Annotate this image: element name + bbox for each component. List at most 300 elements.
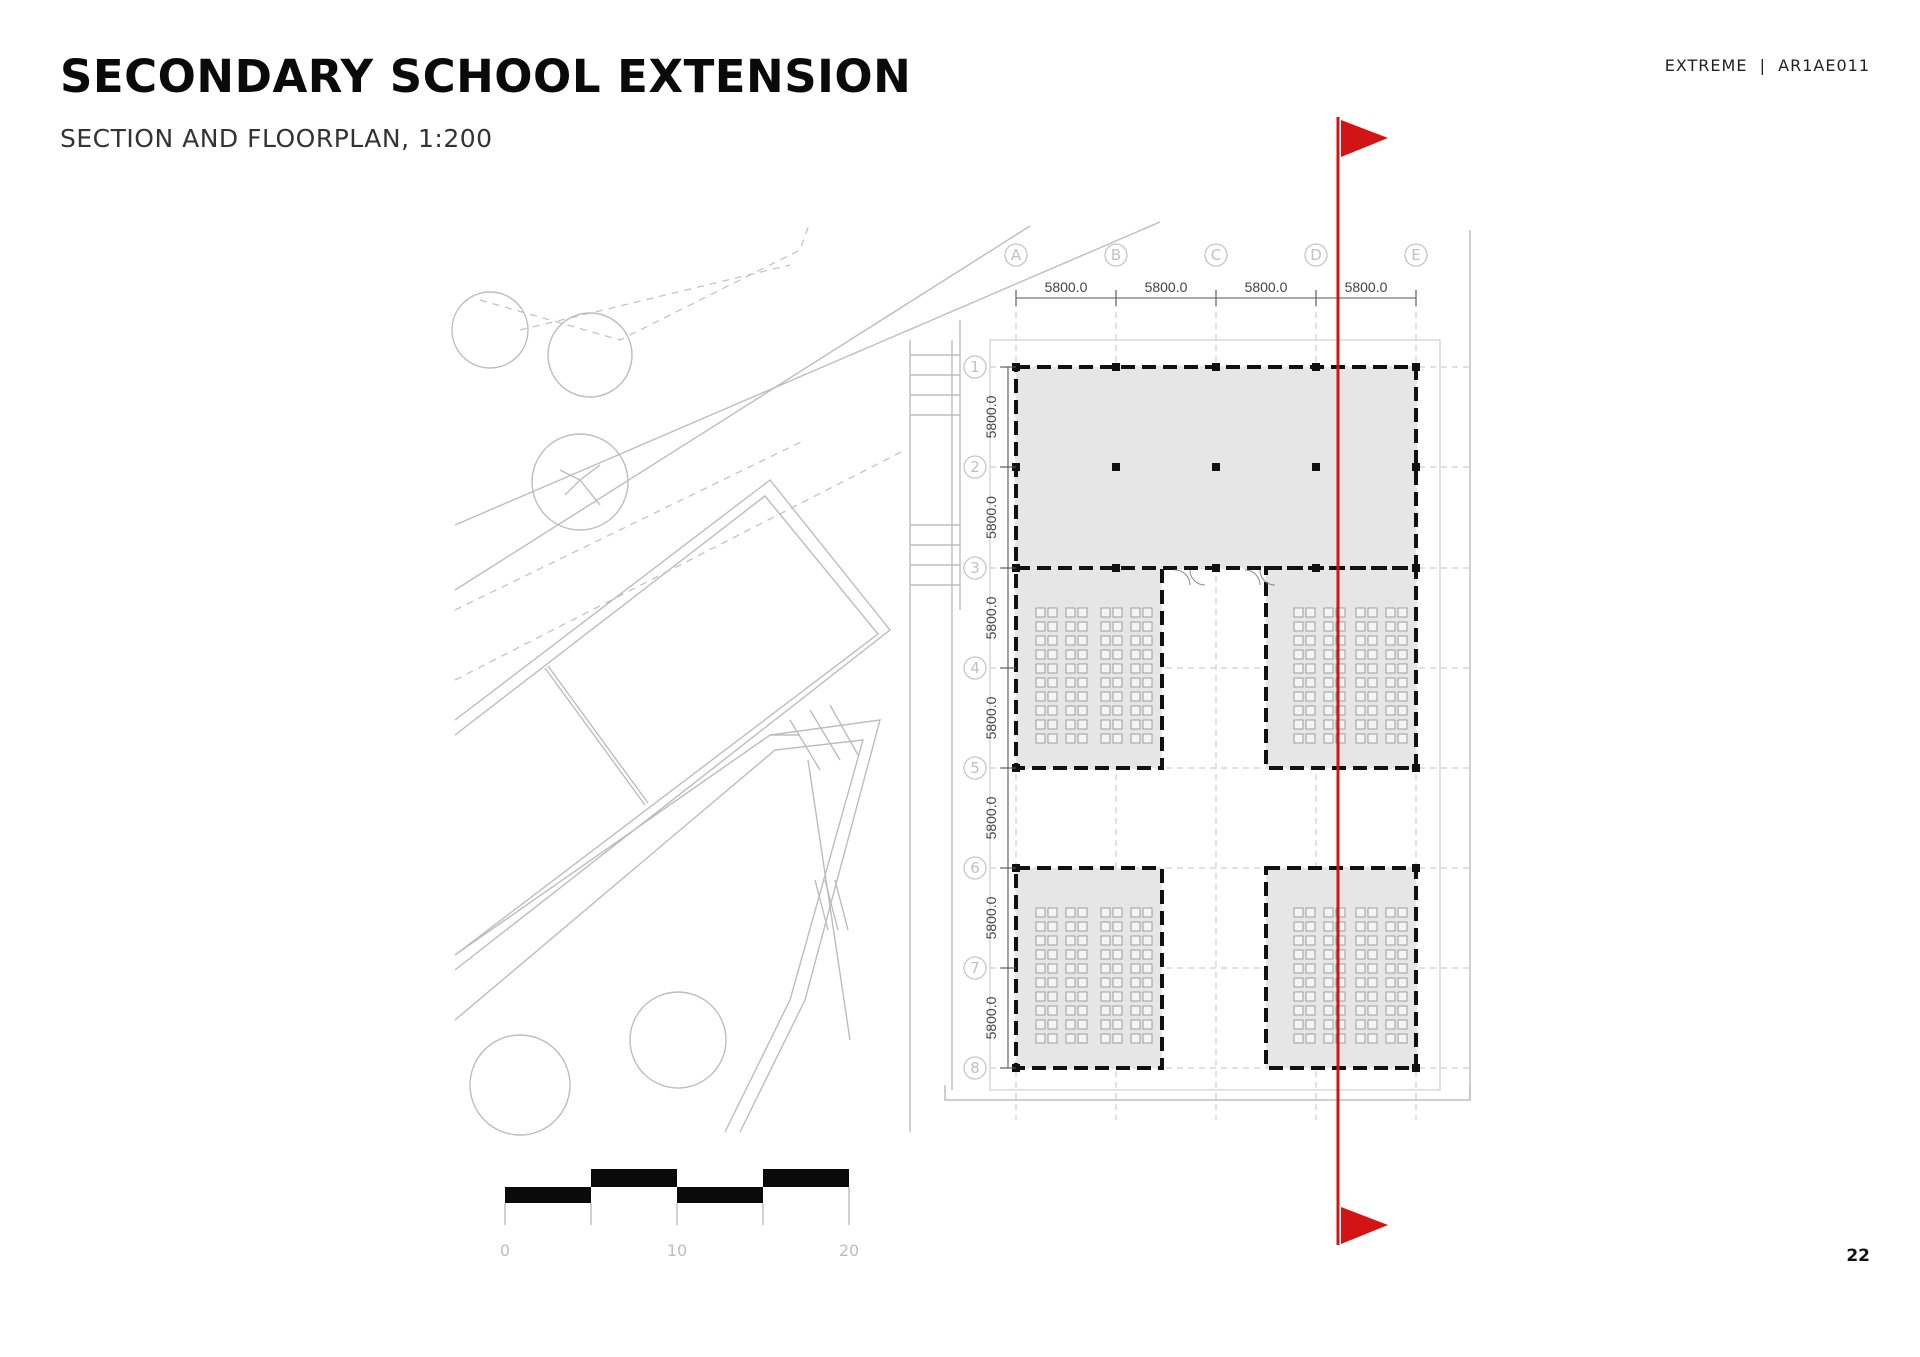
- scale-segment: [763, 1169, 849, 1187]
- desk: [1066, 964, 1075, 973]
- desk: [1294, 936, 1303, 945]
- desk: [1078, 1006, 1087, 1015]
- desk: [1101, 950, 1110, 959]
- scale-segment: [591, 1169, 677, 1187]
- desk: [1113, 950, 1122, 959]
- desk: [1078, 1034, 1087, 1043]
- desk: [1143, 1034, 1152, 1043]
- desk: [1294, 622, 1303, 631]
- desk: [1398, 908, 1407, 917]
- desk: [1386, 692, 1395, 701]
- desk: [1143, 992, 1152, 1001]
- desk: [1131, 964, 1140, 973]
- desk: [1078, 992, 1087, 1001]
- desk: [1356, 1020, 1365, 1029]
- desk: [1066, 678, 1075, 687]
- desk: [1048, 678, 1057, 687]
- row-spacing-label: 5800.0: [983, 496, 999, 539]
- grid-label-e: E: [1411, 246, 1421, 264]
- desk: [1368, 908, 1377, 917]
- desk: [1131, 922, 1140, 931]
- column: [1112, 564, 1120, 572]
- desk: [1306, 950, 1315, 959]
- desk: [1048, 622, 1057, 631]
- desk: [1324, 992, 1333, 1001]
- desk: [1294, 650, 1303, 659]
- desk: [1324, 936, 1333, 945]
- desk: [1368, 950, 1377, 959]
- desk: [1398, 978, 1407, 987]
- desk: [1066, 734, 1075, 743]
- grid-label-6: 6: [970, 859, 980, 877]
- desk: [1078, 964, 1087, 973]
- desk: [1143, 664, 1152, 673]
- desk: [1386, 664, 1395, 673]
- desk: [1368, 964, 1377, 973]
- desk: [1113, 636, 1122, 645]
- desk: [1131, 1006, 1140, 1015]
- desk: [1324, 908, 1333, 917]
- desk: [1306, 636, 1315, 645]
- desk: [1398, 1034, 1407, 1043]
- desk: [1078, 650, 1087, 659]
- desk: [1294, 1006, 1303, 1015]
- grid-label-b: B: [1110, 246, 1122, 264]
- desk: [1368, 636, 1377, 645]
- desk: [1143, 922, 1152, 931]
- desk: [1036, 936, 1045, 945]
- desk: [1078, 1020, 1087, 1029]
- scale-segment: [677, 1187, 763, 1203]
- desk: [1324, 678, 1333, 687]
- desk: [1356, 978, 1365, 987]
- desk: [1324, 1034, 1333, 1043]
- grid-label-2: 2: [970, 458, 980, 476]
- column-spacing-label: 5800.0: [1344, 279, 1388, 295]
- desk: [1131, 678, 1140, 687]
- grid-label-5: 5: [970, 759, 980, 777]
- desk: [1398, 936, 1407, 945]
- desk: [1398, 608, 1407, 617]
- desk: [1294, 992, 1303, 1001]
- desk: [1324, 706, 1333, 715]
- desk: [1036, 1034, 1045, 1043]
- desk: [1101, 964, 1110, 973]
- desk: [1386, 978, 1395, 987]
- desk: [1131, 622, 1140, 631]
- desk: [1368, 650, 1377, 659]
- desk: [1048, 922, 1057, 931]
- desk: [1356, 936, 1365, 945]
- desk: [1294, 678, 1303, 687]
- desk: [1356, 1006, 1365, 1015]
- desk: [1386, 950, 1395, 959]
- page-number: 22: [1846, 1246, 1870, 1266]
- desk: [1368, 734, 1377, 743]
- desk: [1386, 992, 1395, 1001]
- desk: [1368, 720, 1377, 729]
- desk: [1078, 608, 1087, 617]
- desk: [1386, 936, 1395, 945]
- column: [1412, 864, 1420, 872]
- row-spacing-label: 5800.0: [983, 896, 999, 940]
- desk: [1306, 692, 1315, 701]
- desk: [1101, 1006, 1110, 1015]
- desk: [1143, 720, 1152, 729]
- desk: [1143, 908, 1152, 917]
- desk: [1131, 636, 1140, 645]
- desk: [1324, 650, 1333, 659]
- desk: [1036, 922, 1045, 931]
- row-spacing-label: 5800.0: [983, 596, 999, 640]
- desk: [1324, 978, 1333, 987]
- desk: [1398, 950, 1407, 959]
- desk: [1386, 608, 1395, 617]
- desk: [1324, 692, 1333, 701]
- grid-label-8: 8: [970, 1059, 980, 1077]
- desk: [1066, 692, 1075, 701]
- desk: [1078, 678, 1087, 687]
- desk: [1101, 992, 1110, 1001]
- desk: [1113, 936, 1122, 945]
- desk: [1356, 922, 1365, 931]
- desk: [1398, 636, 1407, 645]
- desk: [1143, 1020, 1152, 1029]
- desk: [1113, 1034, 1122, 1043]
- desk: [1036, 734, 1045, 743]
- desk: [1398, 1006, 1407, 1015]
- desk: [1356, 692, 1365, 701]
- desk: [1066, 992, 1075, 1001]
- desk: [1398, 1020, 1407, 1029]
- desk: [1324, 608, 1333, 617]
- desk: [1324, 1006, 1333, 1015]
- desk: [1398, 720, 1407, 729]
- desk: [1113, 720, 1122, 729]
- desk: [1356, 734, 1365, 743]
- desk: [1131, 908, 1140, 917]
- desk: [1101, 622, 1110, 631]
- desk: [1048, 706, 1057, 715]
- grid-label-a: A: [1010, 246, 1022, 264]
- column: [1412, 564, 1420, 572]
- desk: [1143, 706, 1152, 715]
- desk: [1066, 706, 1075, 715]
- desk: [1386, 720, 1395, 729]
- desk: [1324, 664, 1333, 673]
- desk: [1386, 734, 1395, 743]
- desk: [1131, 1034, 1140, 1043]
- desk: [1324, 734, 1333, 743]
- desk: [1386, 650, 1395, 659]
- grid-label-7: 7: [970, 959, 980, 977]
- desk: [1066, 636, 1075, 645]
- column: [1412, 463, 1420, 471]
- desk: [1306, 1020, 1315, 1029]
- desk: [1143, 622, 1152, 631]
- desk: [1113, 908, 1122, 917]
- desk: [1368, 978, 1377, 987]
- grid-label-4: 4: [970, 659, 980, 677]
- desk: [1131, 992, 1140, 1001]
- desk: [1398, 922, 1407, 931]
- desk: [1066, 1006, 1075, 1015]
- desk: [1143, 964, 1152, 973]
- desk: [1143, 608, 1152, 617]
- column: [1312, 363, 1320, 371]
- desk: [1078, 936, 1087, 945]
- desk: [1306, 1006, 1315, 1015]
- desk: [1048, 978, 1057, 987]
- desk: [1036, 978, 1045, 987]
- desk: [1398, 622, 1407, 631]
- desk: [1048, 608, 1057, 617]
- desk: [1368, 678, 1377, 687]
- desk: [1386, 706, 1395, 715]
- desk: [1356, 1034, 1365, 1043]
- desk: [1101, 1020, 1110, 1029]
- column: [1112, 363, 1120, 371]
- desk: [1306, 936, 1315, 945]
- row-spacing-label: 5800.0: [983, 796, 999, 840]
- door-swing: [1175, 570, 1275, 585]
- desk: [1101, 650, 1110, 659]
- desk: [1113, 978, 1122, 987]
- grid-label-1: 1: [970, 358, 980, 376]
- desk: [1306, 622, 1315, 631]
- column: [1412, 363, 1420, 371]
- desk: [1324, 622, 1333, 631]
- scale-segment: [505, 1187, 591, 1203]
- scale-label-10: 10: [666, 1241, 688, 1260]
- desk: [1131, 1020, 1140, 1029]
- desk: [1143, 650, 1152, 659]
- desk: [1398, 678, 1407, 687]
- desk: [1036, 650, 1045, 659]
- desk: [1036, 692, 1045, 701]
- desk: [1113, 734, 1122, 743]
- desk: [1356, 664, 1365, 673]
- desk: [1113, 922, 1122, 931]
- desk: [1048, 964, 1057, 973]
- column-spacing-label: 5800.0: [1144, 279, 1188, 295]
- desk: [1143, 734, 1152, 743]
- desk: [1036, 992, 1045, 1001]
- desk: [1306, 706, 1315, 715]
- desk: [1078, 950, 1087, 959]
- desk: [1306, 992, 1315, 1001]
- desk: [1368, 1020, 1377, 1029]
- desk: [1294, 964, 1303, 973]
- desk: [1078, 692, 1087, 701]
- scale-label-20: 20: [838, 1241, 860, 1260]
- desk: [1368, 706, 1377, 715]
- desk: [1294, 1034, 1303, 1043]
- desk: [1036, 1006, 1045, 1015]
- desk: [1306, 1034, 1315, 1043]
- desk: [1398, 964, 1407, 973]
- desk: [1048, 936, 1057, 945]
- desk: [1143, 1006, 1152, 1015]
- desk: [1294, 720, 1303, 729]
- desk: [1368, 992, 1377, 1001]
- desk: [1113, 608, 1122, 617]
- desk: [1066, 936, 1075, 945]
- desk: [1066, 650, 1075, 659]
- desk: [1066, 950, 1075, 959]
- desk: [1101, 922, 1110, 931]
- desk: [1078, 978, 1087, 987]
- desk: [1356, 650, 1365, 659]
- desk: [1324, 636, 1333, 645]
- column-spacing-label: 5800.0: [1044, 279, 1088, 295]
- desk: [1101, 908, 1110, 917]
- desk: [1131, 608, 1140, 617]
- desk: [1113, 692, 1122, 701]
- desk: [1398, 734, 1407, 743]
- column: [1212, 463, 1220, 471]
- course-code: AR1AE011: [1778, 56, 1870, 75]
- desk: [1048, 650, 1057, 659]
- desk: [1036, 964, 1045, 973]
- column: [1412, 764, 1420, 772]
- desk: [1036, 706, 1045, 715]
- desk: [1324, 922, 1333, 931]
- desk: [1048, 1006, 1057, 1015]
- desk: [1131, 650, 1140, 659]
- desk: [1368, 922, 1377, 931]
- desk: [1143, 936, 1152, 945]
- desk: [1101, 978, 1110, 987]
- desk: [1131, 664, 1140, 673]
- desk: [1356, 678, 1365, 687]
- desk: [1143, 950, 1152, 959]
- desk: [1066, 720, 1075, 729]
- desk: [1356, 950, 1365, 959]
- column: [1112, 463, 1120, 471]
- desk: [1066, 908, 1075, 917]
- desk: [1306, 678, 1315, 687]
- grid-label-3: 3: [970, 559, 980, 577]
- row-spacing-label: 5800.0: [983, 996, 999, 1040]
- column-spacing-label: 5800.0: [1244, 279, 1288, 295]
- desk: [1356, 720, 1365, 729]
- desk: [1386, 1006, 1395, 1015]
- desk: [1036, 608, 1045, 617]
- desk: [1101, 720, 1110, 729]
- desk: [1398, 706, 1407, 715]
- desk: [1101, 636, 1110, 645]
- desk: [1294, 922, 1303, 931]
- desk: [1113, 1006, 1122, 1015]
- desk: [1294, 608, 1303, 617]
- section-flag-bottom: [1341, 1207, 1388, 1244]
- desk: [1386, 622, 1395, 631]
- desk: [1048, 992, 1057, 1001]
- desk: [1324, 720, 1333, 729]
- desk: [1078, 734, 1087, 743]
- desk: [1306, 978, 1315, 987]
- desk: [1324, 964, 1333, 973]
- desk: [1386, 678, 1395, 687]
- desk: [1101, 608, 1110, 617]
- desk: [1131, 720, 1140, 729]
- desk: [1368, 936, 1377, 945]
- desk: [1131, 936, 1140, 945]
- desk: [1048, 908, 1057, 917]
- desk: [1386, 1020, 1395, 1029]
- desk: [1356, 706, 1365, 715]
- desk: [1306, 964, 1315, 973]
- desk: [1048, 692, 1057, 701]
- column: [1412, 1064, 1420, 1072]
- desk: [1048, 720, 1057, 729]
- desk: [1368, 622, 1377, 631]
- desk: [1294, 1020, 1303, 1029]
- floor-plan: [964, 244, 1470, 1120]
- desk: [1131, 978, 1140, 987]
- desk: [1078, 622, 1087, 631]
- desk: [1101, 678, 1110, 687]
- desk: [1143, 978, 1152, 987]
- desk: [1398, 992, 1407, 1001]
- desk: [1048, 1020, 1057, 1029]
- desk: [1101, 936, 1110, 945]
- desk: [1113, 706, 1122, 715]
- desk: [1368, 608, 1377, 617]
- row-spacing-label: 5800.0: [983, 696, 999, 740]
- desk: [1324, 1020, 1333, 1029]
- desk: [1143, 636, 1152, 645]
- desk: [1036, 908, 1045, 917]
- desk: [1324, 950, 1333, 959]
- scale-label-0: 0: [499, 1241, 511, 1260]
- section-flag-top: [1341, 120, 1388, 157]
- desk: [1368, 1034, 1377, 1043]
- desk: [1078, 720, 1087, 729]
- desk: [1386, 922, 1395, 931]
- desk: [1294, 734, 1303, 743]
- desk: [1048, 664, 1057, 673]
- desk: [1066, 622, 1075, 631]
- desk: [1306, 608, 1315, 617]
- desk: [1101, 692, 1110, 701]
- column: [1212, 564, 1220, 572]
- desk: [1306, 922, 1315, 931]
- desk: [1294, 978, 1303, 987]
- desk: [1306, 664, 1315, 673]
- desk: [1036, 720, 1045, 729]
- desk: [1078, 664, 1087, 673]
- desk: [1113, 664, 1122, 673]
- column: [1312, 463, 1320, 471]
- desk: [1048, 636, 1057, 645]
- desk: [1078, 636, 1087, 645]
- project-name: EXTREME: [1664, 56, 1748, 75]
- desk: [1036, 950, 1045, 959]
- desk: [1101, 664, 1110, 673]
- desk: [1294, 636, 1303, 645]
- desk: [1113, 1020, 1122, 1029]
- column: [1212, 363, 1220, 371]
- desk: [1386, 908, 1395, 917]
- desk: [1386, 636, 1395, 645]
- desk: [1306, 908, 1315, 917]
- desk: [1101, 706, 1110, 715]
- desk: [1036, 636, 1045, 645]
- desk: [1078, 922, 1087, 931]
- desk: [1036, 622, 1045, 631]
